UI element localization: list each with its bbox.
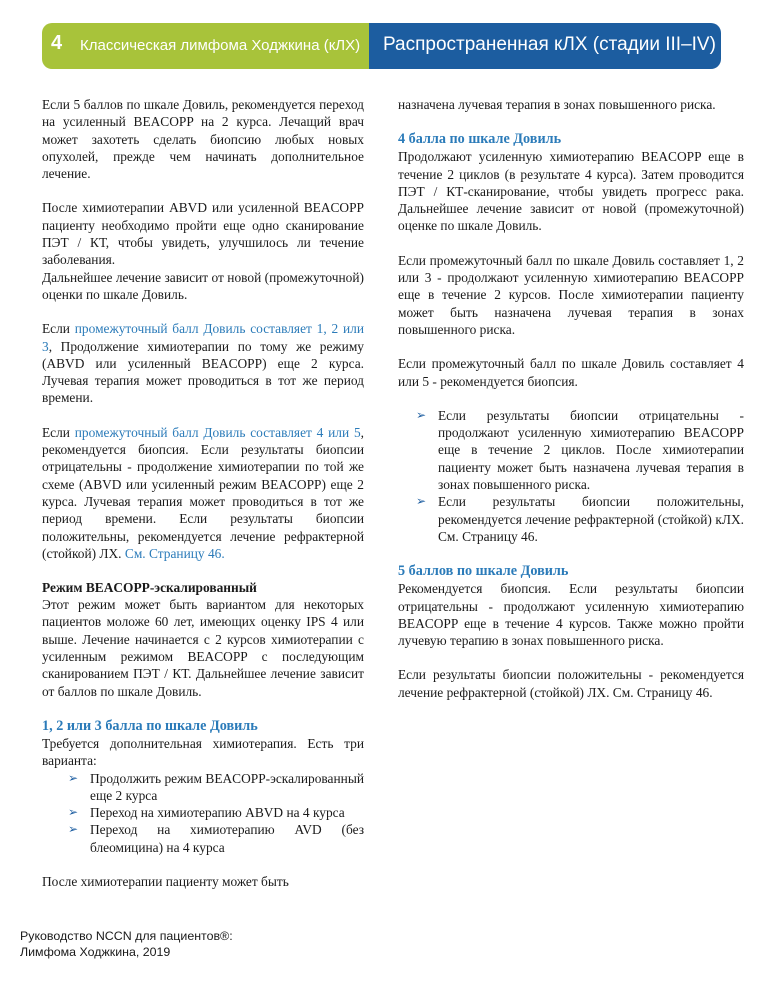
paragraph <box>42 320 364 406</box>
beacopp-heading: Режим BEACOPP-эскалированный <box>42 580 257 596</box>
list-item-text: Переход на химиотерапию ABVD на 4 курса <box>90 805 345 821</box>
footer-line: Руководство NCCN для пациентов®: <box>20 929 233 943</box>
list-item <box>398 493 744 545</box>
arrow-bullet-icon: ➢ <box>68 822 79 837</box>
page-footer <box>20 928 233 960</box>
highlight-text: промежуточный балл Довиль составляет 1, 2 или 3 <box>42 321 364 354</box>
arrow-bullet-icon: ➢ <box>68 770 79 785</box>
header-left-band <box>42 23 369 69</box>
list-item <box>398 407 744 493</box>
text: , рекомендуется биопсия. Если результаты биопсии отрицательны - продолжение химиотерапии по той же схеме (ABVD или усиленный режим BEACOPP) еще 2 курса. Лучевая терапия может проводиться в тот же период времени. Если результаты биопсии положительны, рекомендуется лечение рефрактерной (стойкой) ЛХ. <box>42 424 364 561</box>
right-column <box>398 96 744 718</box>
paragraph: Этот режим может быть вариантом для некоторых пациентов моложе 60 лет, имеющих оценку IPS 4 или выше. Лечение начинается с 2 курсов химиотерапии с усиленным режимом BEACOPP с последующим сканированием ПЭТ / КТ. Дальнейшее лечение зависит от баллов по шкале Довиль. <box>42 597 364 699</box>
chapter-title: Классическая лимфома Ходжкина (кЛХ) <box>80 37 361 54</box>
paragraph: Дальнейшее лечение зависит от новой (промежуточной) оценки по шкале Довиль. <box>42 269 364 302</box>
section-title: Распространенная кЛХ (стадии III–IV) <box>383 34 716 55</box>
list-item-text: Продолжить режим BEACOPP-эскалированный еще 2 курса <box>90 770 364 803</box>
list-item-text: Переход на химиотерапию AVD (без блеомицина) на 4 курса <box>90 822 364 855</box>
deauville-4-heading: 4 балла по шкале Довиль <box>398 131 562 148</box>
arrow-bullet-icon: ➢ <box>68 805 79 820</box>
paragraph: Если 5 баллов по шкале Довиль, рекомендуется переход на усиленный BEACOPP на 2 курса. Лечащий врач может захотеть сделать биопсию любых новых опухолей, прежде чем начинать дополнительное лечение. <box>42 97 364 182</box>
paragraph: назначена лучевая терапия в зонах повышенного риска. <box>398 97 716 112</box>
paragraph: Если результаты биопсии положительны - рекомендуется лечение рефрактерной (стойкой) ЛХ. См. Страницу 46. <box>398 667 744 700</box>
text: Если <box>42 321 75 337</box>
options-list <box>42 770 364 856</box>
text: , Продолжение химиотерапии по тому же режиму (ABVD или усиленный BEACOPP) еще 2 курса. Лучевая терапия может проводиться в тот же период времени. <box>42 338 364 406</box>
paragraph: Рекомендуется биопсия. Если результаты биопсии отрицательны - продолжают усиленную химиотерапию BEACOPP еще в течение 4 курсов. Также можно пройти лучевую терапию в зонах повышенного риска. <box>398 581 744 649</box>
header-right-band <box>369 23 721 69</box>
arrow-bullet-icon: ➢ <box>416 494 427 509</box>
paragraph: Если промежуточный балл по шкале Довиль составляет 4 или 5 - рекомендуется биопсия. <box>398 356 744 389</box>
page-46-link[interactable]: См. Страницу 46. <box>124 545 225 561</box>
biopsy-list <box>398 407 744 545</box>
paragraph: После химиотерапии пациенту может быть <box>42 873 289 889</box>
paragraph: Требуется дополнительная химиотерапия. Есть три варианта: <box>42 735 364 769</box>
list-item <box>42 804 364 821</box>
page-header <box>42 23 721 69</box>
list-item <box>42 770 364 805</box>
list-item <box>42 821 364 856</box>
paragraph: Продолжают усиленную химиотерапию BEACOPP еще в течение 2 циклов (в результате 4 курса). Затем проводится ПЭТ / КТ-сканирование, чтобы увидеть прогресс рака. Дальнейшее лечение зависит от новой (промежуточной) оценке по шкале Довиль. <box>398 149 744 234</box>
deauville-123-heading: 1, 2 или 3 балла по шкале Довиль <box>42 717 258 734</box>
highlight-text: промежуточный балл Довиль составляет 4 или 5 <box>74 424 361 440</box>
paragraph: Если промежуточный балл по шкале Довиль составляет 1, 2 или 3 - продолжают усиленную химиотерапию BEACOPP еще в течение 2 курсов. После химиотерапии пациенту может быть назначена лучевая терапия в зонах повышенного риска. <box>398 252 744 337</box>
paragraph <box>42 424 364 562</box>
list-item-text: Если результаты биопсии положительны, рекомендуется лечение рефрактерной (стойкой) кЛХ. См. Страницу 46. <box>438 494 744 544</box>
text: Если <box>42 424 75 440</box>
deauville-5-heading: 5 баллов по шкале Довиль <box>398 563 569 580</box>
footer-line: Лимфома Ходжкина, 2019 <box>20 945 171 959</box>
page-number: 4 <box>51 32 63 54</box>
left-column <box>42 96 364 890</box>
arrow-bullet-icon: ➢ <box>416 407 427 422</box>
paragraph: После химиотерапии ABVD или усиленной BEACOPP пациенту необходимо пройти еще одно сканирование ПЭТ / КТ, чтобы увидеть, улучшилось ли течение заболевания. <box>42 200 364 268</box>
list-item-text: Если результаты биопсии отрицательны - продолжают усиленную химиотерапию BEACOPP еще в течение 2 циклов. После химиотерапии пациенту может быть назначена лучевая терапия в зонах повышенного риска. <box>438 407 744 493</box>
